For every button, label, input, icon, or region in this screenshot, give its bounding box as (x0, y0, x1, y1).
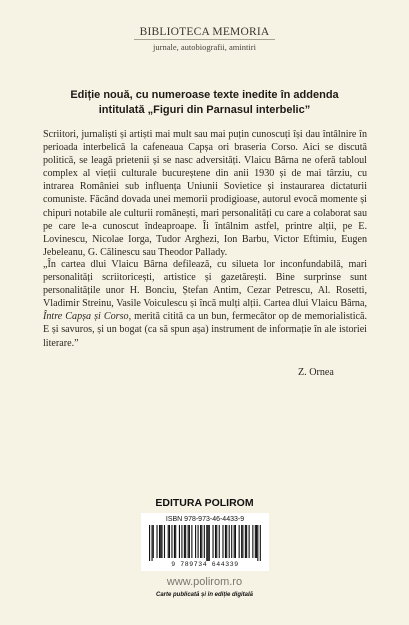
barcode-bar (222, 525, 223, 558)
series-name: BIBLIOTECA MEMORIA (134, 26, 276, 40)
barcode-bar (184, 525, 185, 558)
barcode-bar (225, 525, 226, 558)
series-subtitle: jurnale, autobiografii, amintiri (153, 42, 256, 52)
barcode-bar (209, 525, 210, 561)
barcode-bar (234, 525, 235, 558)
barcode-bar (252, 525, 253, 558)
barcode-bar (156, 525, 157, 558)
barcode-bar (260, 525, 261, 561)
barcode-bar (175, 525, 176, 558)
quoted-book-title: Între Capșa și Corso (43, 311, 129, 323)
barcode-bar (226, 525, 227, 558)
barcode-bar (256, 525, 257, 558)
quote-text-part-1: „În cartea dlui Vlaicu Bârna defilează, cu silueta lor inconfundabilă, mari personalități scriitoricești, artistice și gazetărești. Bine surprinse sunt personalitățile unor H. Bonciu, Ștefan Antim, Cezar Petrescu, Al. Rosetti, Vladimir Streinu, Vasile Voiculescu și încă mulți alții. Cartea dlui Vlaicu Bârna, (43, 259, 367, 310)
barcode-bar (174, 525, 175, 558)
isbn-label: ISBN 978-973-46-4433-9 (165, 516, 245, 523)
headline-line-1: Ediție nouă, cu numeroase texte inedite în addenda (70, 89, 339, 101)
barcode-bar (216, 525, 217, 558)
barcode-bar (231, 525, 232, 558)
barcode-bar (212, 525, 213, 558)
barcode-bar (229, 525, 230, 558)
barcode-bar (168, 525, 169, 558)
publisher-name: EDITURA POLIROM (155, 497, 254, 509)
barcode-bar (191, 525, 192, 558)
barcode-bar (239, 525, 240, 558)
publisher-website[interactable]: www.polirom.ro (166, 576, 243, 588)
barcode-bar (249, 525, 250, 558)
barcode-bar (201, 525, 202, 558)
barcode-bar (189, 525, 190, 558)
barcode-icon (149, 525, 261, 561)
barcode-bar (204, 525, 205, 558)
barcode-bar (245, 525, 246, 558)
barcode-bar (257, 525, 258, 561)
barcode-bar (185, 525, 186, 558)
barcode-bar (159, 525, 160, 558)
headline-line-2: intitulată „Figuri din Parnasul interbelic” (98, 103, 311, 116)
barcode-bar (207, 525, 208, 561)
series-header (0, 22, 409, 52)
barcode-bar (242, 525, 243, 558)
barcode-bar (169, 525, 170, 558)
digital-edition-note: Carte publicată și în ediție digitală (155, 592, 254, 598)
barcode-box (141, 513, 269, 571)
barcode-bar (181, 525, 182, 558)
barcode-digits: 9 789734 644339 (171, 561, 239, 568)
barcode-bar (246, 525, 247, 558)
barcode-bar (164, 525, 165, 558)
barcode-bar (255, 525, 256, 558)
barcode-bar (206, 525, 207, 561)
barcode-bar (215, 525, 216, 558)
barcode-bar (161, 525, 162, 558)
barcode-bar (160, 525, 161, 558)
barcode-bar (179, 525, 180, 558)
quote-author: Z. Ornea (298, 367, 334, 378)
barcode-bar (200, 525, 201, 558)
barcode-bar (171, 525, 172, 558)
description-paragraph: Scriitori, jurnaliști și artiști mai mult sau mai puțin cunoscuți își dau întâlnire în perioada interbelică la cafeneaua Capșa ori braseria Corso. Aici se discută politică, se leagă prietenii și se nasc adversități. Vlaicu Bârna ne oferă tabloul complex al vieții culturale bucureștene din anii 1930 și de mai târziu, cu intrarea României sub influența Uniunii Sovietice și instaurarea dictaturii comuniste. Făcând dovada unei memorii prodigioase, autorul evocă momente și chipuri notabile ale culturii românești, mari personalități cu care a colaborat sau pe care le-a cunoscut îndeaproape. Îi întâlnim astfel, printre alții, pe E. Lovinescu, Nicolae Iorga, Tudor Arghezi, Ion Barbu, Victor Eftimiu, Eugen Jebeleanu, G. Călinescu sau Theodor Pallady. (43, 129, 367, 258)
barcode-bar (241, 525, 242, 558)
barcode-bar (151, 525, 152, 561)
barcode-bar (219, 525, 220, 558)
barcode-bar (235, 525, 236, 558)
quote-text-part-2: , merită citită ca un bun, fermecător op de memorialistică. E și savuros, și un bogat (ca să spun așa) instrument de informație în ale istoriei literare.” (43, 311, 367, 349)
barcode-bar (198, 525, 199, 558)
barcode-bar (188, 525, 189, 558)
barcode-bar (195, 525, 196, 558)
edition-headline (44, 88, 365, 117)
quote-paragraph (43, 258, 367, 350)
barcode-bar (149, 525, 150, 561)
barcode-bar (153, 525, 154, 558)
